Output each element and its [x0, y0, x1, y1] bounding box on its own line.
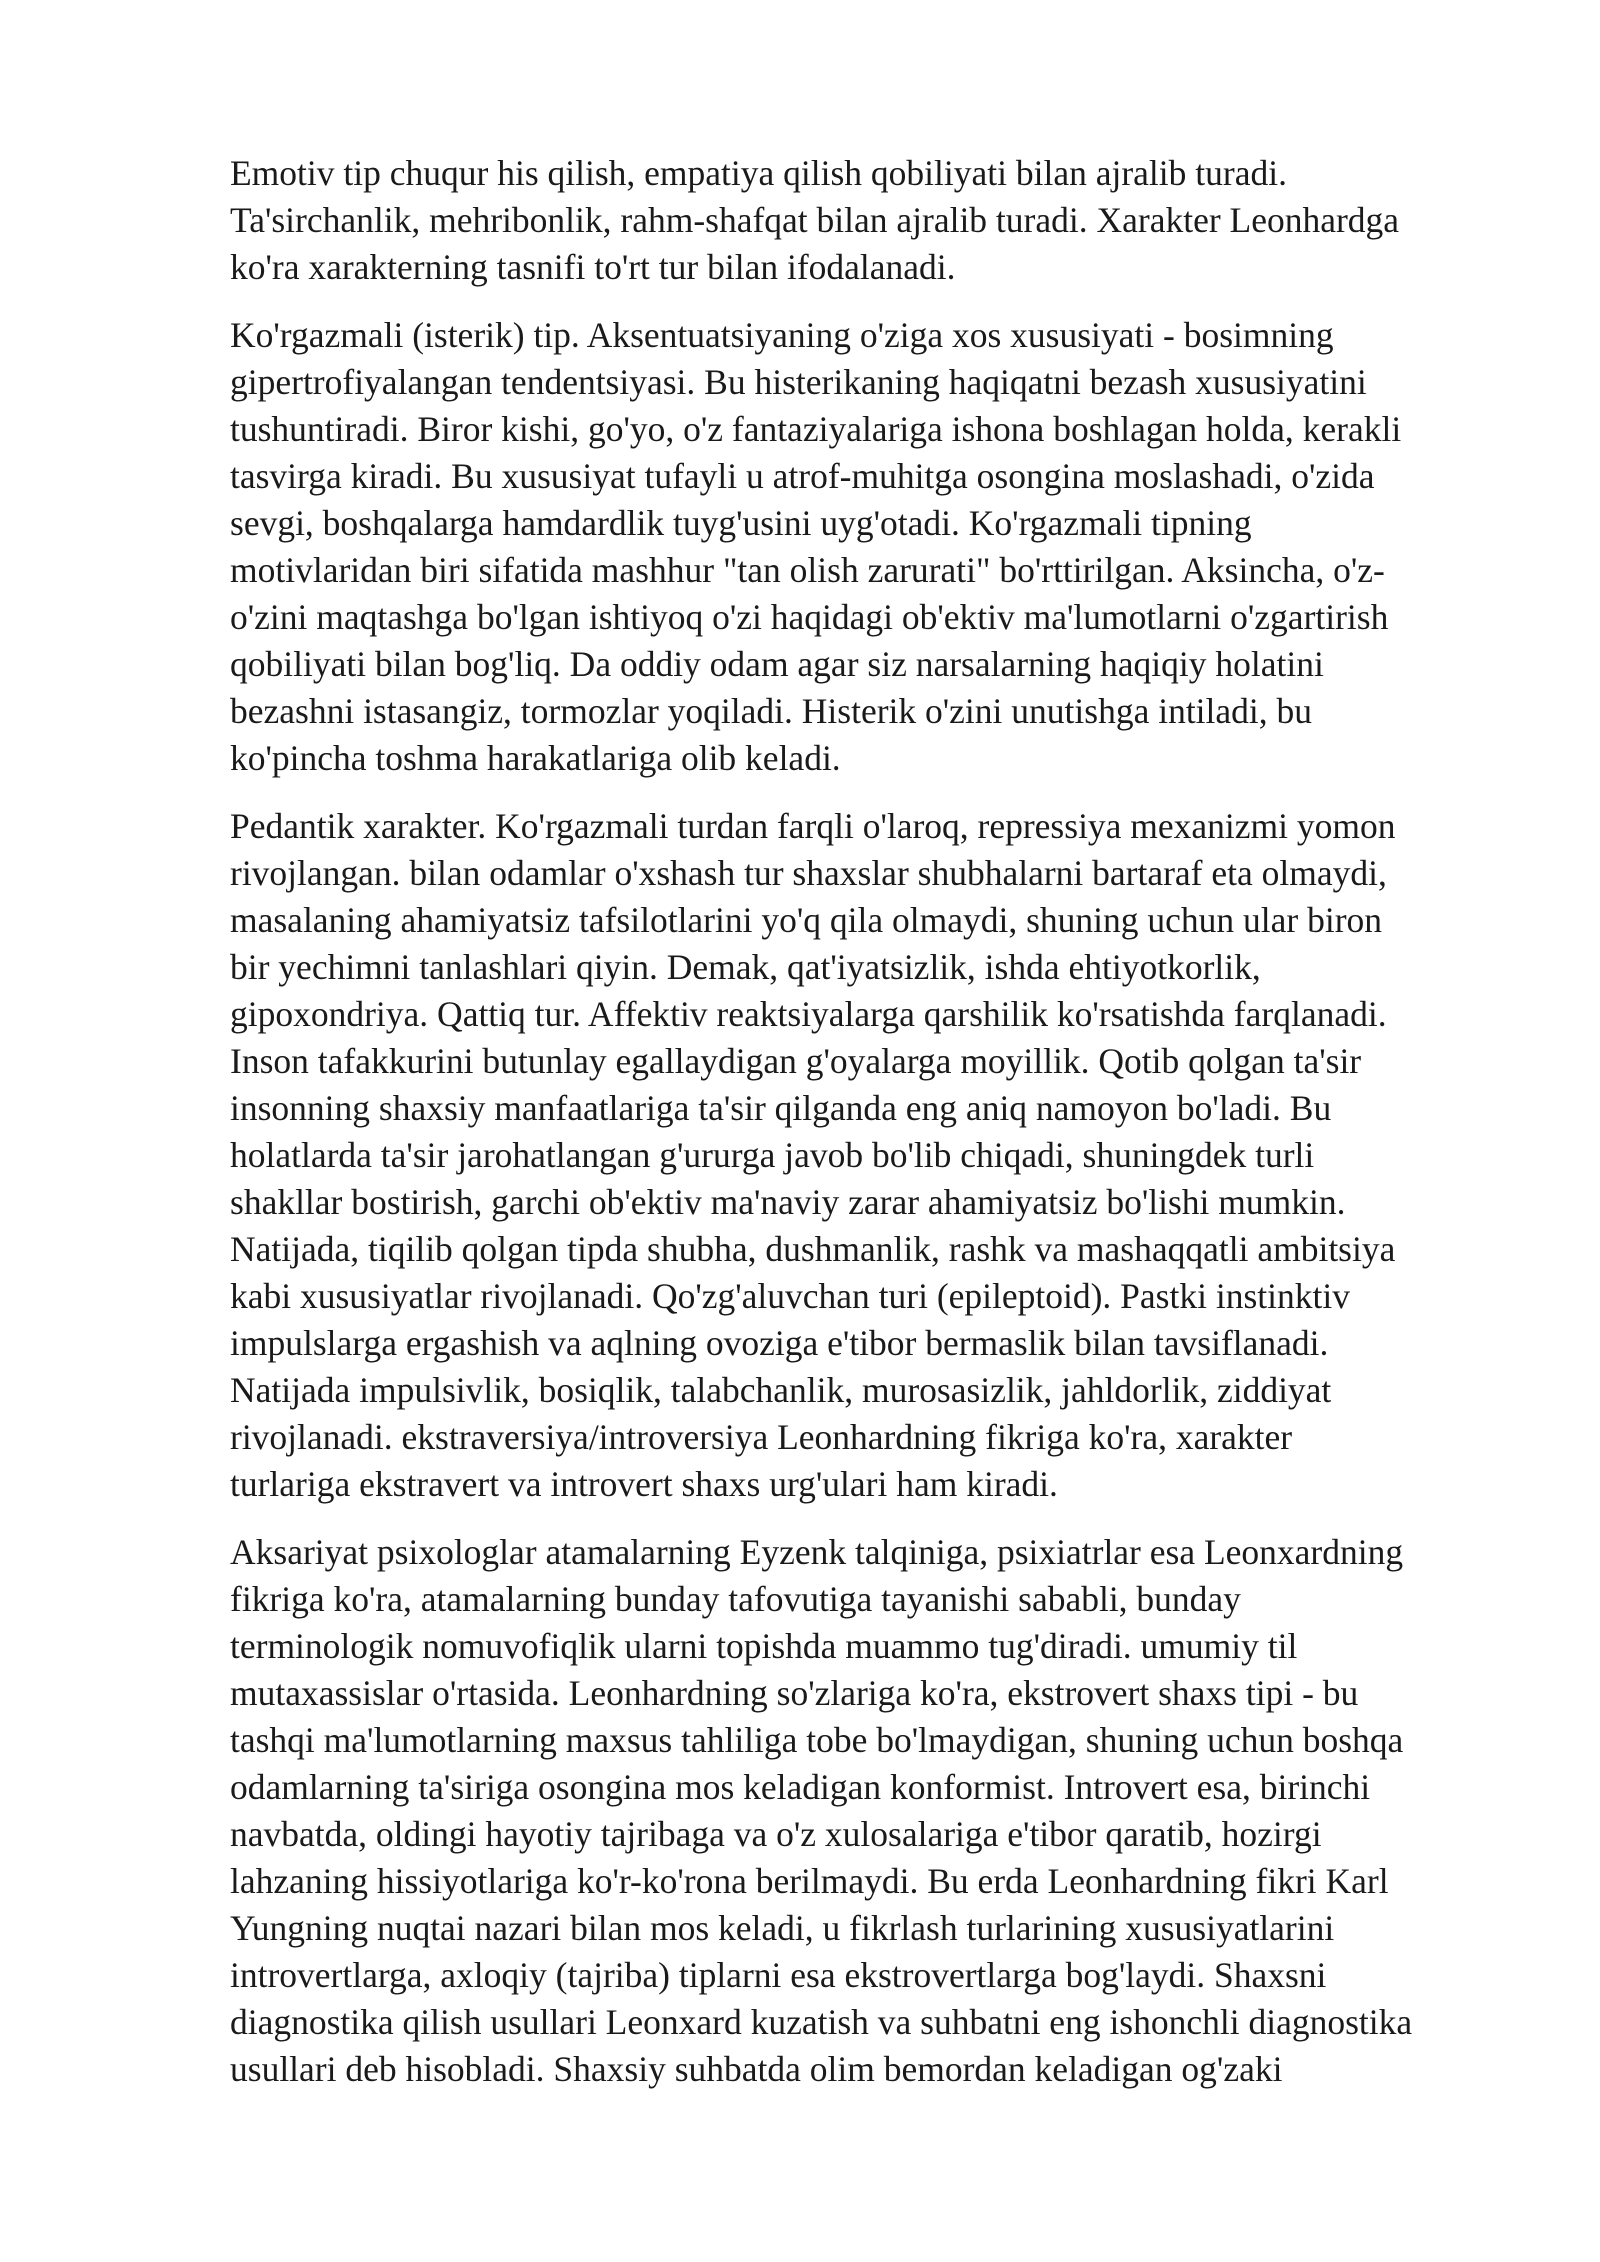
text-line: fikriga ko'ra, atamalarning bunday tafovutiga tayanishi sababli, bunday [230, 1579, 1241, 1619]
text-line: Inson tafakkurini butunlay egallaydigan g'oyalarga moyillik. Qotib qolgan ta'sir [230, 1041, 1362, 1081]
text-line: odamlarning ta'siriga osongina mos keladigan konformist. Introvert esa, birinchi [230, 1767, 1371, 1807]
text-line: motivlaridan biri sifatida mashhur "tan olish zarurati" bo'rttirilgan. Aksincha, o'z- [230, 550, 1385, 590]
text-line: impulslarga ergashish va aqlning ovoziga e'tibor bermaslik bilan tavsiflanadi. [230, 1323, 1329, 1363]
text-line: kabi xususiyatlar rivojlanadi. Qo'zg'aluvchan turi (epileptoid). Pastki instinktiv [230, 1276, 1350, 1316]
paragraph [230, 1529, 1490, 2093]
text-line: holatlarda ta'sir jarohatlangan g'ururga javob bo'lib chiqadi, shuningdek turli [230, 1135, 1315, 1175]
text-line: lahzaning hissiyotlariga ko'r-ko'rona berilmaydi. Bu erda Leonhardning fikri Karl [230, 1861, 1389, 1901]
text-line: ko'pincha toshma harakatlariga olib keladi. [230, 738, 841, 778]
text-line: qobiliyati bilan bog'liq. Da oddiy odam agar siz narsalarning haqiqiy holatini [230, 644, 1324, 684]
text-line: navbatda, oldingi hayotiy tajribaga va o'z xulosalariga e'tibor qaratib, hozirgi [230, 1814, 1322, 1854]
text-line: Aksariyat psixologlar atamalarning Eyzenk talqiniga, psixiatrlar esa Leonxardning [230, 1532, 1404, 1572]
text-line: Natijada impulsivlik, bosiqlik, talabchanlik, murosasizlik, jahldorlik, ziddiyat [230, 1370, 1332, 1410]
text-line: introvertlarga, axloqiy (tajriba) tiplarni esa ekstrovertlarga bog'laydi. Shaxsni [230, 1955, 1327, 1995]
paragraph [230, 150, 1490, 291]
text-line: rivojlangan. bilan odamlar o'xshash tur shaxslar shubhalarni bartaraf eta olmaydi, [230, 853, 1387, 893]
paragraph [230, 803, 1490, 1508]
text-line: Natijada, tiqilib qolgan tipda shubha, dushmanlik, rashk va mashaqqatli ambitsiya [230, 1229, 1396, 1269]
text-line: mutaxassislar o'rtasida. Leonhardning so'zlariga ko'ra, ekstrovert shaxs tipi - bu [230, 1673, 1359, 1713]
paragraph [230, 312, 1490, 782]
text-line: bezashni istasangiz, tormozlar yoqiladi. Histerik o'zini unutishga intiladi, bu [230, 691, 1313, 731]
text-line: o'zini maqtashga bo'lgan ishtiyoq o'zi haqidagi ob'ektiv ma'lumotlarni o'zgartirish [230, 597, 1389, 637]
text-line: Emotiv tip chuqur his qilish, empatiya qilish qobiliyati bilan ajralib turadi. [230, 153, 1287, 193]
text-line: tushuntiradi. Biror kishi, go'yo, o'z fantaziyalariga ishona boshlagan holda, kerakli [230, 409, 1402, 449]
text-line: Pedantik xarakter. Ko'rgazmali turdan farqli o'laroq, repressiya mexanizmi yomon [230, 806, 1396, 846]
text-line: terminologik nomuvofiqlik ularni topishda muammo tug'diradi. umumiy til [230, 1626, 1298, 1666]
text-line: gipertrofiyalangan tendentsiyasi. Bu histerikaning haqiqatni bezash xususiyatini [230, 362, 1367, 402]
text-line: bir yechimni tanlashlari qiyin. Demak, qat'iyatsizlik, ishda ehtiyotkorlik, [230, 947, 1261, 987]
text-line: masalaning ahamiyatsiz tafsilotlarini yo'q qila olmaydi, shuning uchun ular biron [230, 900, 1383, 940]
text-line: shakllar bostirish, garchi ob'ektiv ma'naviy zarar ahamiyatsiz bo'lishi mumkin. [230, 1182, 1346, 1222]
text-line: rivojlanadi. ekstraversiya/introversiya Leonhardning fikriga ko'ra, xarakter [230, 1417, 1293, 1457]
text-line: diagnostika qilish usullari Leonxard kuzatish va suhbatni eng ishonchli diagnostika [230, 2002, 1413, 2042]
text-line: insonning shaxsiy manfaatlariga ta'sir qilganda eng aniq namoyon bo'ladi. Bu [230, 1088, 1332, 1128]
document-body [230, 150, 1490, 2093]
text-line: Ta'sirchanlik, mehribonlik, rahm-shafqat bilan ajralib turadi. Xarakter Leonhardga [230, 200, 1400, 240]
text-line: gipoxondriya. Qattiq tur. Affektiv reaktsiyalarga qarshilik ko'rsatishda farqlanadi. [230, 994, 1387, 1034]
text-line: sevgi, boshqalarga hamdardlik tuyg'usini uyg'otadi. Ko'rgazmali tipning [230, 503, 1252, 543]
text-line: ko'ra xarakterning tasnifi to'rt tur bilan ifodalanadi. [230, 247, 956, 287]
text-line: turlariga ekstravert va introvert shaxs urg'ulari ham kiradi. [230, 1464, 1058, 1504]
text-line: usullari deb hisobladi. Shaxsiy suhbatda olim bemordan keladigan og'zaki [230, 2049, 1283, 2089]
text-line: Ko'rgazmali (isterik) tip. Aksentuatsiyaning o'ziga xos xususiyati - bosimning [230, 315, 1334, 355]
text-line: tashqi ma'lumotlarning maxsus tahliliga tobe bo'lmaydigan, shuning uchun boshqa [230, 1720, 1404, 1760]
text-line: tasvirga kiradi. Bu xususiyat tufayli u atrof-muhitga osongina moslashadi, o'zida [230, 456, 1375, 496]
text-line: Yungning nuqtai nazari bilan mos keladi, u fikrlash turlarining xususiyatlarini [230, 1908, 1335, 1948]
